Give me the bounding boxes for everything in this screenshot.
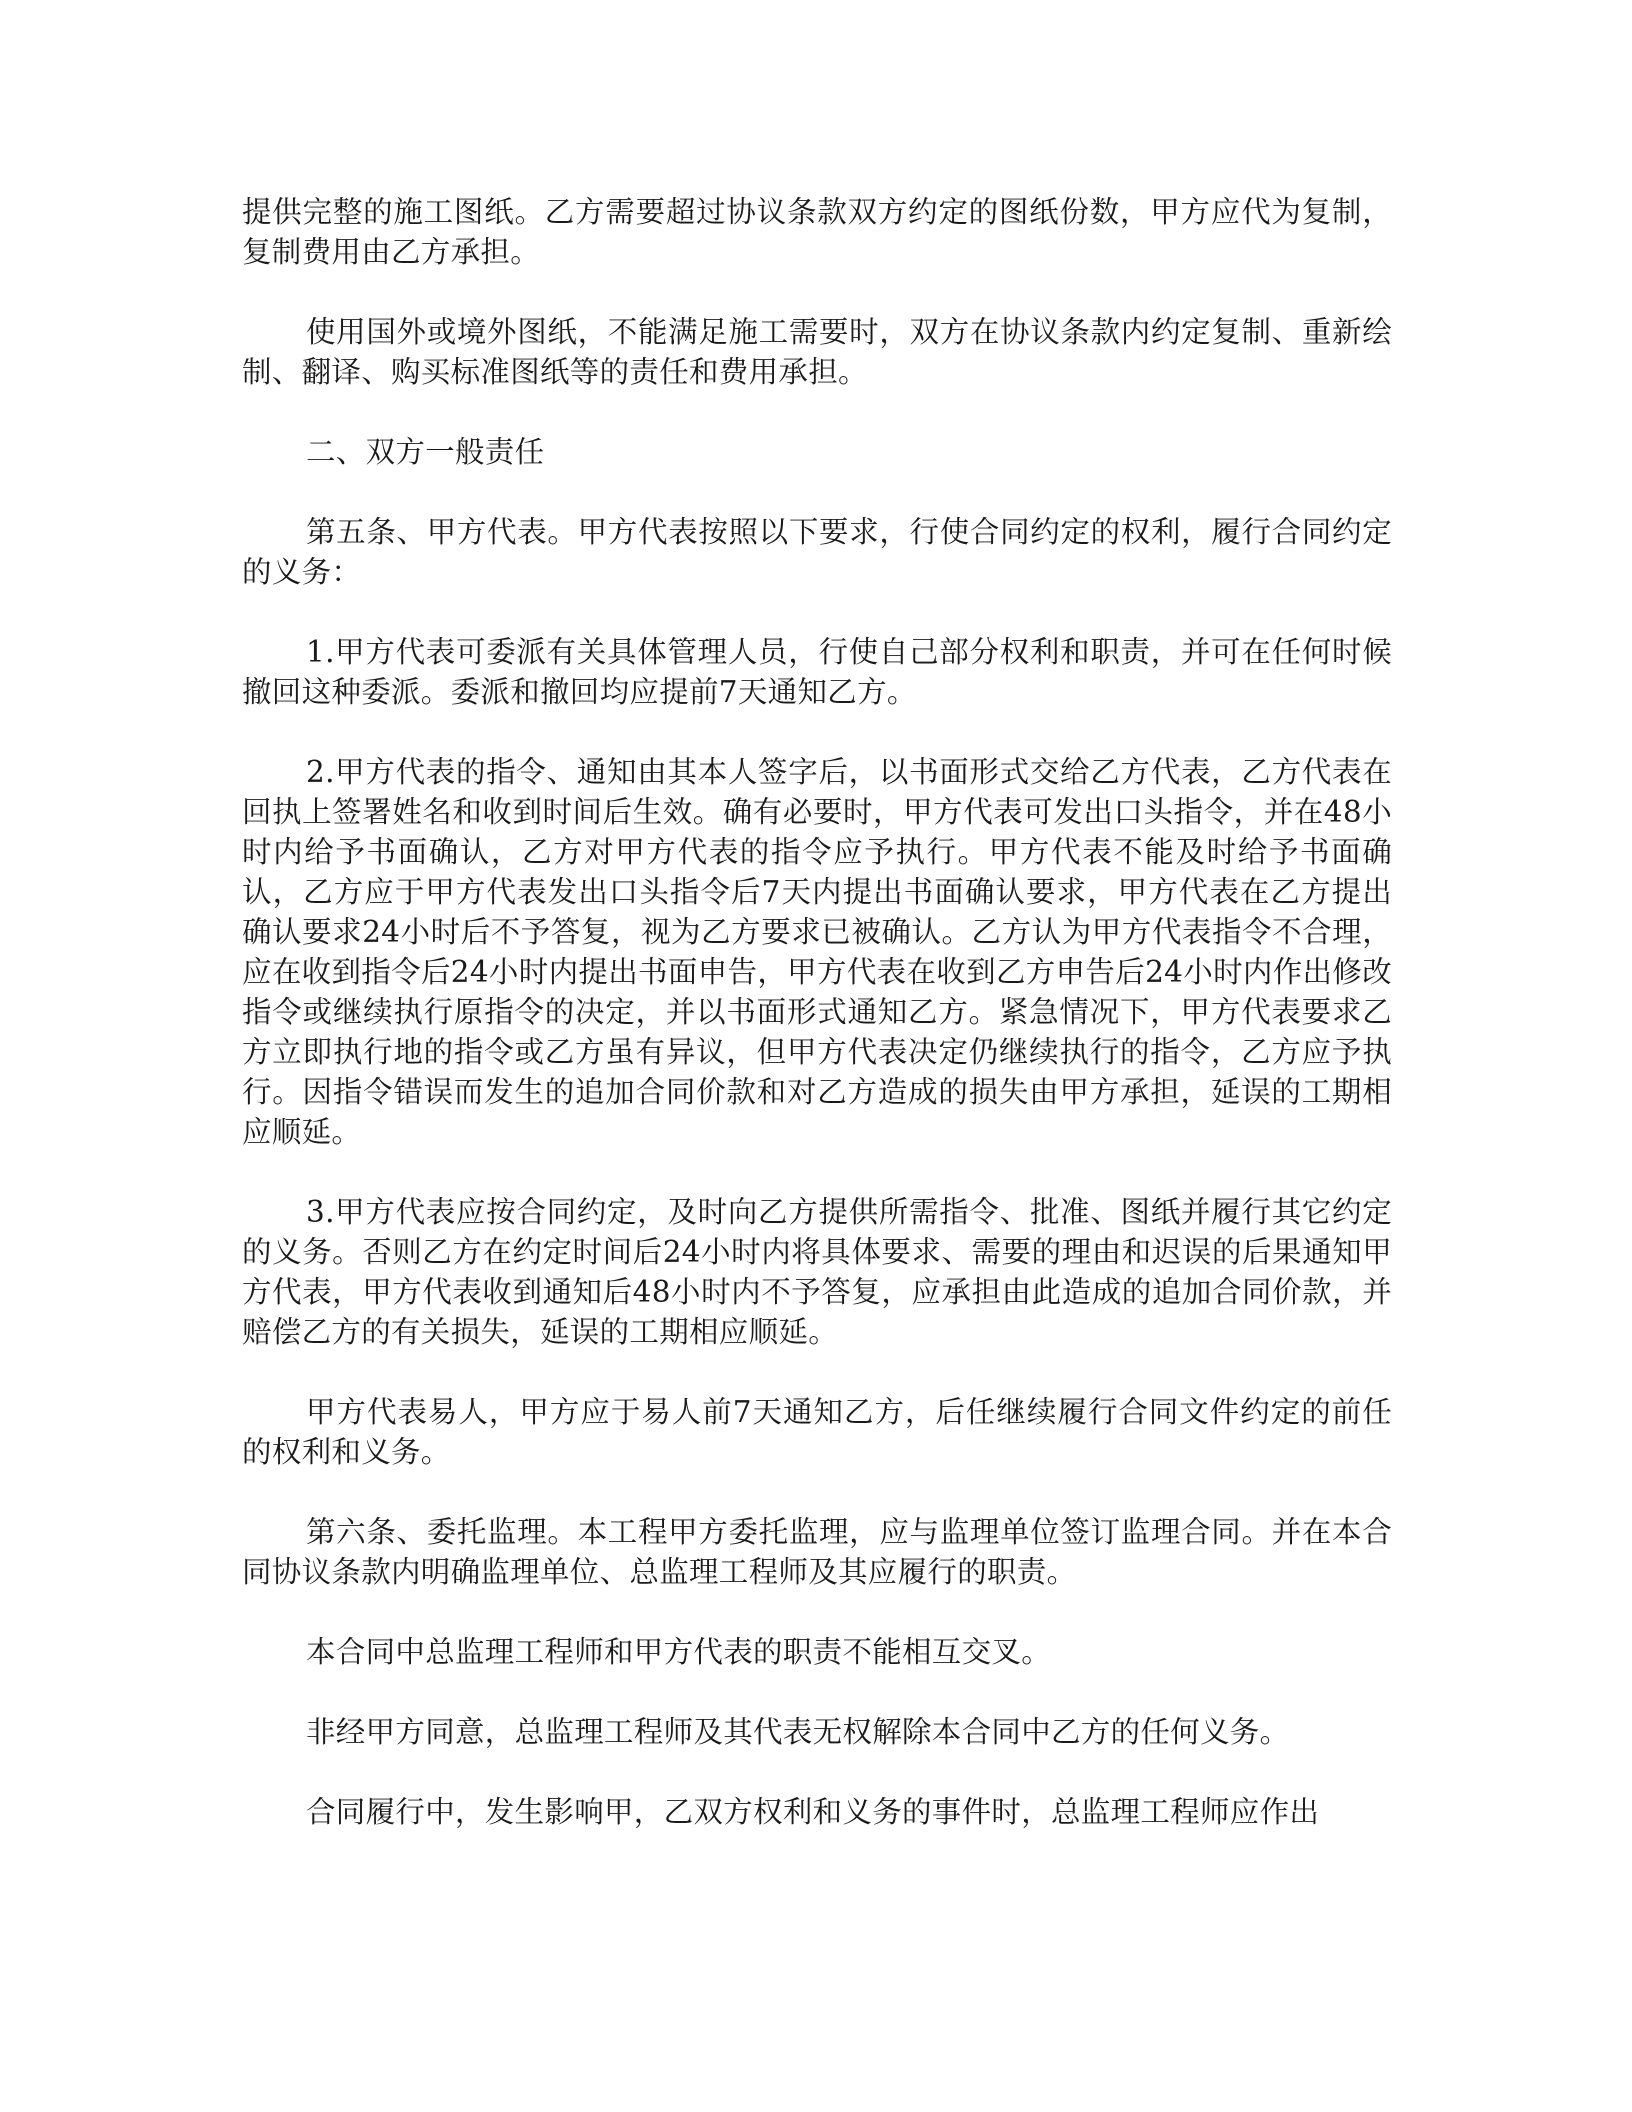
- paragraph: 第五条、甲方代表。甲方代表按照以下要求，行使合同约定的权利，履行合同约定的义务：: [242, 515, 1392, 589]
- paragraph: 本合同中总监理工程师和甲方代表的职责不能相互交叉。: [306, 1635, 1052, 1669]
- paragraph: 提供完整的施工图纸。乙方需要超过协议条款双方约定的图纸份数，甲方应代为复制，复制费用由乙方承担。: [242, 195, 1392, 269]
- paragraph: 第六条、委托监理。本工程甲方委托监理，应与监理单位签订监理合同。并在本合同协议条款内明确监理单位、总监理工程师及其应履行的职责。: [242, 1515, 1392, 1589]
- paragraph: 合同履行中，发生影响甲，乙双方权利和义务的事件时，总监理工程师应作出: [306, 1795, 1320, 1829]
- paragraph: 2.甲方代表的指令、通知由其本人签字后，以书面形式交给乙方代表，乙方代表在回执上签署姓名和收到时间后生效。确有必要时，甲方代表可发出口头指令，并在48小时内给予书面确认，乙方对甲方代表的指令应予执行。甲方代表不能及时给予书面确认，乙方应于甲方代表发出口头指令后7天内提出书面确认要求，甲方代表在乙方提出确认要求24小时后不予答复，视为乙方要求已被确认。乙方认为甲方代表指令不合理，应在收到指令后24小时内提出书面申告，甲方代表在收到乙方申告后24小时内作出修改指令或继续执行原指令的决定，并以书面形式通知乙方。紧急情况下，甲方代表要求乙方立即执行地的指令或乙方虽有异议，但甲方代表决定仍继续执行的指令，乙方应予执行。因指令错误而发生的追加合同价款和对乙方造成的损失由甲方承担，延误的工期相应顺延。: [242, 755, 1392, 1149]
- paragraph: 3.甲方代表应按合同约定，及时向乙方提供所需指令、批准、图纸并履行其它约定的义务。否则乙方在约定时间后24小时内将具体要求、需要的理由和迟误的后果通知甲方代表，甲方代表收到通知后48小时内不予答复，应承担由此造成的追加合同价款，并赔偿乙方的有关损失，延误的工期相应顺延。: [242, 1195, 1392, 1349]
- paragraph: 甲方代表易人，甲方应于易人前7天通知乙方，后任继续履行合同文件约定的前任的权利和义务。: [242, 1395, 1392, 1469]
- paragraph: 1.甲方代表可委派有关具体管理人员，行使自己部分权利和职责，并可在任何时候撤回这种委派。委派和撤回均应提前7天通知乙方。: [242, 635, 1392, 709]
- document-body: [242, 192, 1392, 1872]
- paragraph: 使用国外或境外图纸，不能满足施工需要时，双方在协议条款内约定复制、重新绘制、翻译、购买标准图纸等的责任和费用承担。: [242, 315, 1392, 389]
- paragraph: 非经甲方同意，总监理工程师及其代表无权解除本合同中乙方的任何义务。: [306, 1715, 1290, 1749]
- section-heading: 二、双方一般责任: [306, 435, 545, 469]
